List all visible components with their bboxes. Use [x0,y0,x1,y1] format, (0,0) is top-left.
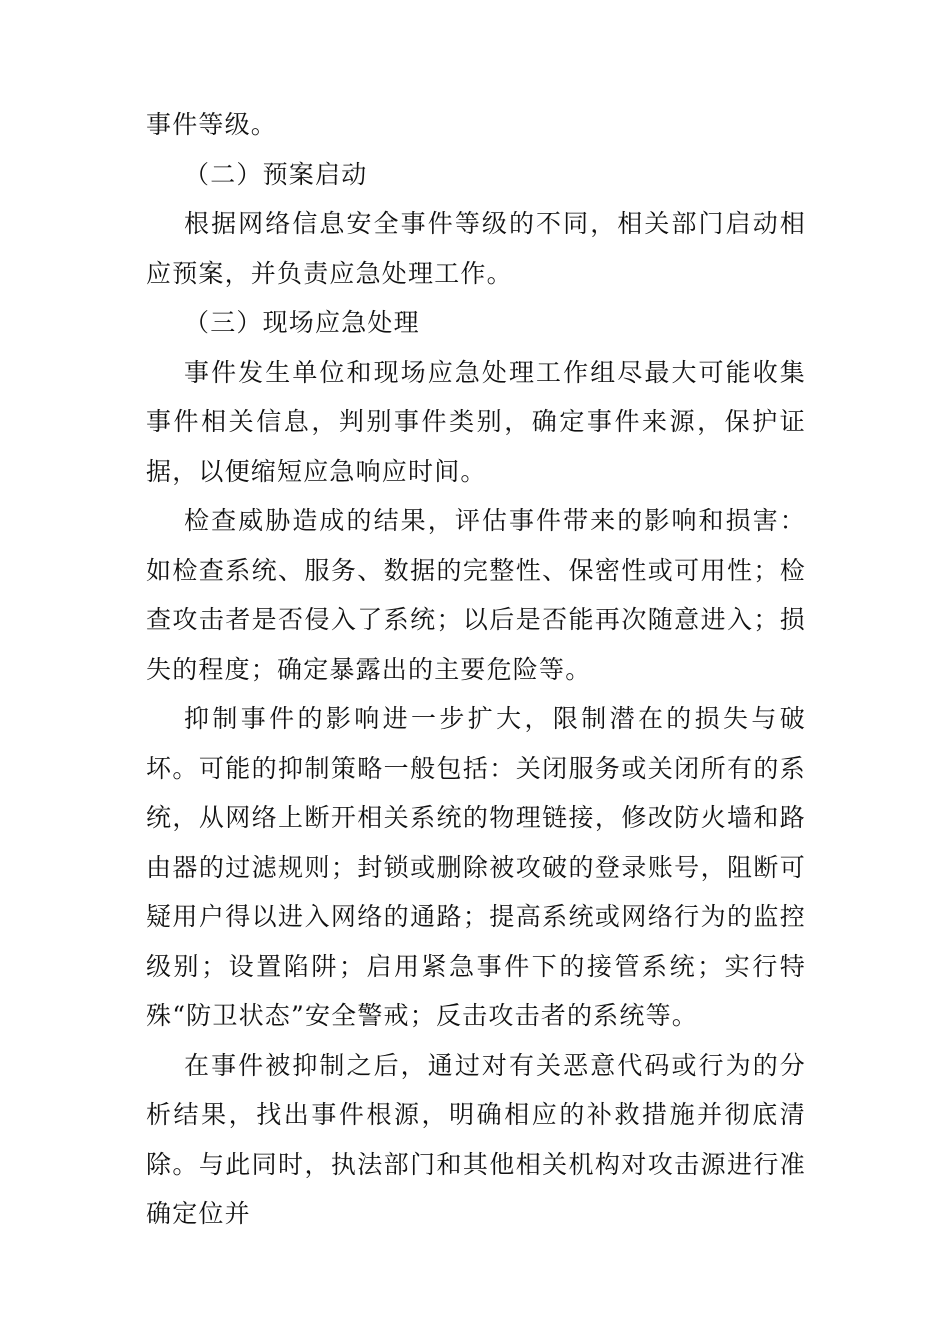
section-heading-onsite-response: （三）现场应急处理 [184,308,420,337]
paragraph-plan-activation: 根据网络信息安全事件等级的不同，相关部门启动相应预案，并负责应急处理工作。 [146,209,806,288]
paragraph-eradication: 在事件被抑制之后，通过对有关恶意代码或行为的分析结果，找出事件根源，明确相应的补救措施并彻底清除。与此同时，执法部门和其他相关机构对攻击源进行准确定位并 [146,1050,806,1228]
paragraph-collect-info: 事件发生单位和现场应急处理工作组尽最大可能收集事件相关信息，判别事件类别，确定事件来源，保护证据，以便缩短应急响应时间。 [146,357,806,486]
paragraph-assess-impact: 检查威胁造成的结果，评估事件带来的影响和损害：如检查系统、服务、数据的完整性、保密性或可用性；检查攻击者是否侵入了系统；以后是否能再次随意进入；损失的程度；确定暴露出的主要危险等。 [146,506,806,684]
document-page [146,100,806,1239]
paragraph-event-level: 事件等级。 [146,110,278,139]
paragraph-containment: 抑制事件的影响进一步扩大，限制潜在的损失与破坏。可能的抑制策略一般包括：关闭服务或关闭所有的系统，从网络上断开相关系统的物理链接，修改防火墙和路由器的过滤规则；封锁或删除被攻破的登录账号，阻断可疑用户得以进入网络的通路；提高系统或网络行为的监控级别；设置陷阱；启用紧急事件下的接管系统；实行特殊“防卫状态”安全警戒；反击攻击者的系统等。 [146,704,806,1030]
section-heading-plan-activation: （二）预案启动 [184,159,368,189]
